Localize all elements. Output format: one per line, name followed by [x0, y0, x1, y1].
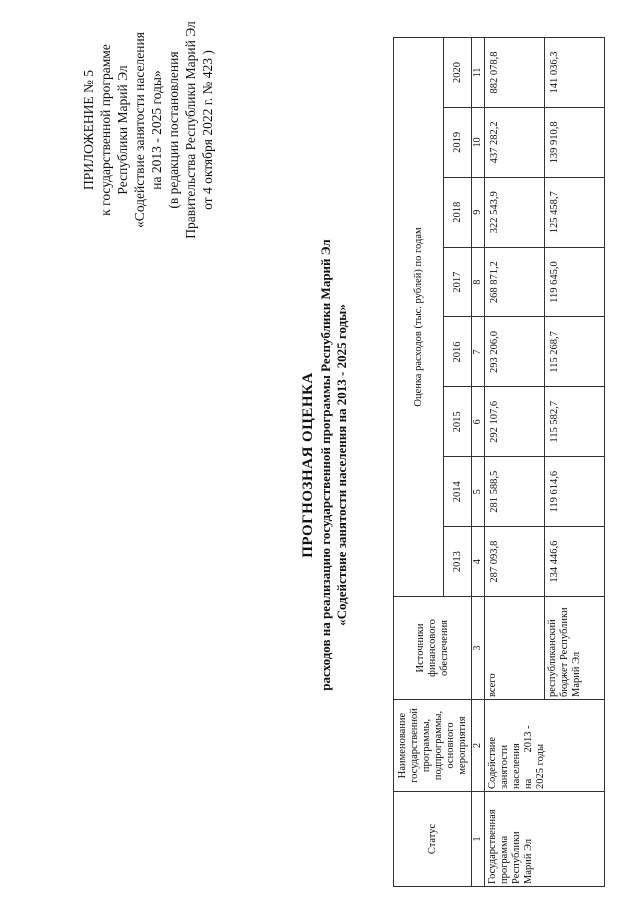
header-source-line: обеспечения [438, 619, 450, 677]
header-year: 2018 [444, 177, 472, 247]
value-cell: 119 614,6 [545, 457, 605, 527]
status-line: программа [499, 835, 510, 884]
source-label: всего [487, 673, 498, 697]
source-republican-budget [545, 597, 605, 700]
value-cell: 141 036,3 [545, 38, 605, 108]
value-cell: 292 107,6 [485, 387, 545, 457]
source-label: республиканский [547, 619, 558, 697]
appendix-line: (в редакции постановления [166, 51, 181, 209]
document-title [298, 95, 350, 835]
value-cell: 115 268,7 [545, 317, 605, 387]
status-line: Государственная [487, 809, 498, 884]
value-cell: 115 582,7 [545, 387, 605, 457]
value-cell: 125 458,7 [545, 177, 605, 247]
appendix-line: Республики Марий Эл [115, 65, 130, 195]
header-source-line: Источники [414, 623, 426, 673]
value-cell: 882 078,8 [485, 38, 545, 108]
header-source [394, 597, 472, 700]
value-cell: 134 446,6 [545, 527, 605, 597]
column-number: 2 [472, 700, 485, 792]
appendix-line: ПРИЛОЖЕНИЕ № 5 [81, 69, 96, 191]
value-cell: 437 282,2 [485, 107, 545, 177]
header-year: 2015 [444, 387, 472, 457]
title-main: ПРОГНОЗНАЯ ОЦЕНКА [300, 372, 316, 558]
header-year: 2016 [444, 317, 472, 387]
value-cell: 293 206,0 [485, 317, 545, 387]
program-name-line: на 2013 - [523, 725, 534, 789]
appendix-line: «Содействие занятости населения [132, 32, 147, 228]
status-line: Марий Эл [523, 838, 534, 884]
source-label: бюджет Республики [559, 607, 570, 697]
appendix-line: на 2013 - 2025 годы» [149, 70, 164, 190]
header-year: 2020 [444, 38, 472, 108]
header-estimate: Оценка расходов (тыс. рублей) по годам [394, 38, 444, 597]
column-number: 4 [472, 527, 485, 597]
title-line-2: «Содействие занятости населения на 2013 - 2025 годы» [334, 304, 349, 626]
header-status: Статус [394, 792, 472, 887]
value-cell: 322 543,9 [485, 177, 545, 247]
appendix-line: к государственной программе [98, 44, 113, 216]
appendix-line: Правительства Республики Марий Эл [183, 21, 198, 239]
source-label: Марий Эл [571, 651, 582, 697]
column-number: 9 [472, 177, 485, 247]
value-cell: 119 645,0 [545, 247, 605, 317]
header-name [394, 700, 472, 792]
program-name-line: 2025 годы [535, 743, 546, 789]
header-name-line: мероприятия [456, 716, 468, 775]
program-name-line: Содействие [487, 736, 498, 789]
column-number: 6 [472, 387, 485, 457]
status-line: Республики [511, 831, 522, 884]
appendix-line: от 4 октября 2022 г. № 423 ) [200, 50, 215, 210]
header-name-line: основного [444, 722, 456, 769]
column-number: 1 [472, 792, 485, 887]
program-name-line: занятости [499, 744, 510, 789]
column-number: 3 [472, 597, 485, 700]
value-cell: 281 588,5 [485, 457, 545, 527]
value-cell: 268 871,2 [485, 247, 545, 317]
column-number: 11 [472, 38, 485, 108]
appendix-header [80, 20, 216, 240]
program-name-line: населения [511, 743, 522, 789]
value-cell: 287 093,8 [485, 527, 545, 597]
title-line-1: расходов на реализацию государственной программы Республики Марий Эл [318, 239, 333, 691]
header-source-line: финансового [426, 619, 438, 677]
header-name-line: подпрограммы, [432, 710, 444, 781]
column-number: 8 [472, 247, 485, 317]
column-number: 7 [472, 317, 485, 387]
column-number: 10 [472, 107, 485, 177]
column-number: 5 [472, 457, 485, 527]
header-year: 2019 [444, 107, 472, 177]
header-year: 2014 [444, 457, 472, 527]
source-total [485, 597, 545, 700]
value-cell: 139 910,8 [545, 107, 605, 177]
header-year: 2017 [444, 247, 472, 317]
header-name-line: Наименование [396, 712, 408, 779]
header-name-line: программы, [420, 718, 432, 773]
row-status [485, 792, 605, 887]
header-year: 2013 [444, 527, 472, 597]
expenditure-table [393, 37, 605, 887]
header-name-line: государственной [408, 708, 420, 783]
row-program-name [485, 700, 605, 792]
